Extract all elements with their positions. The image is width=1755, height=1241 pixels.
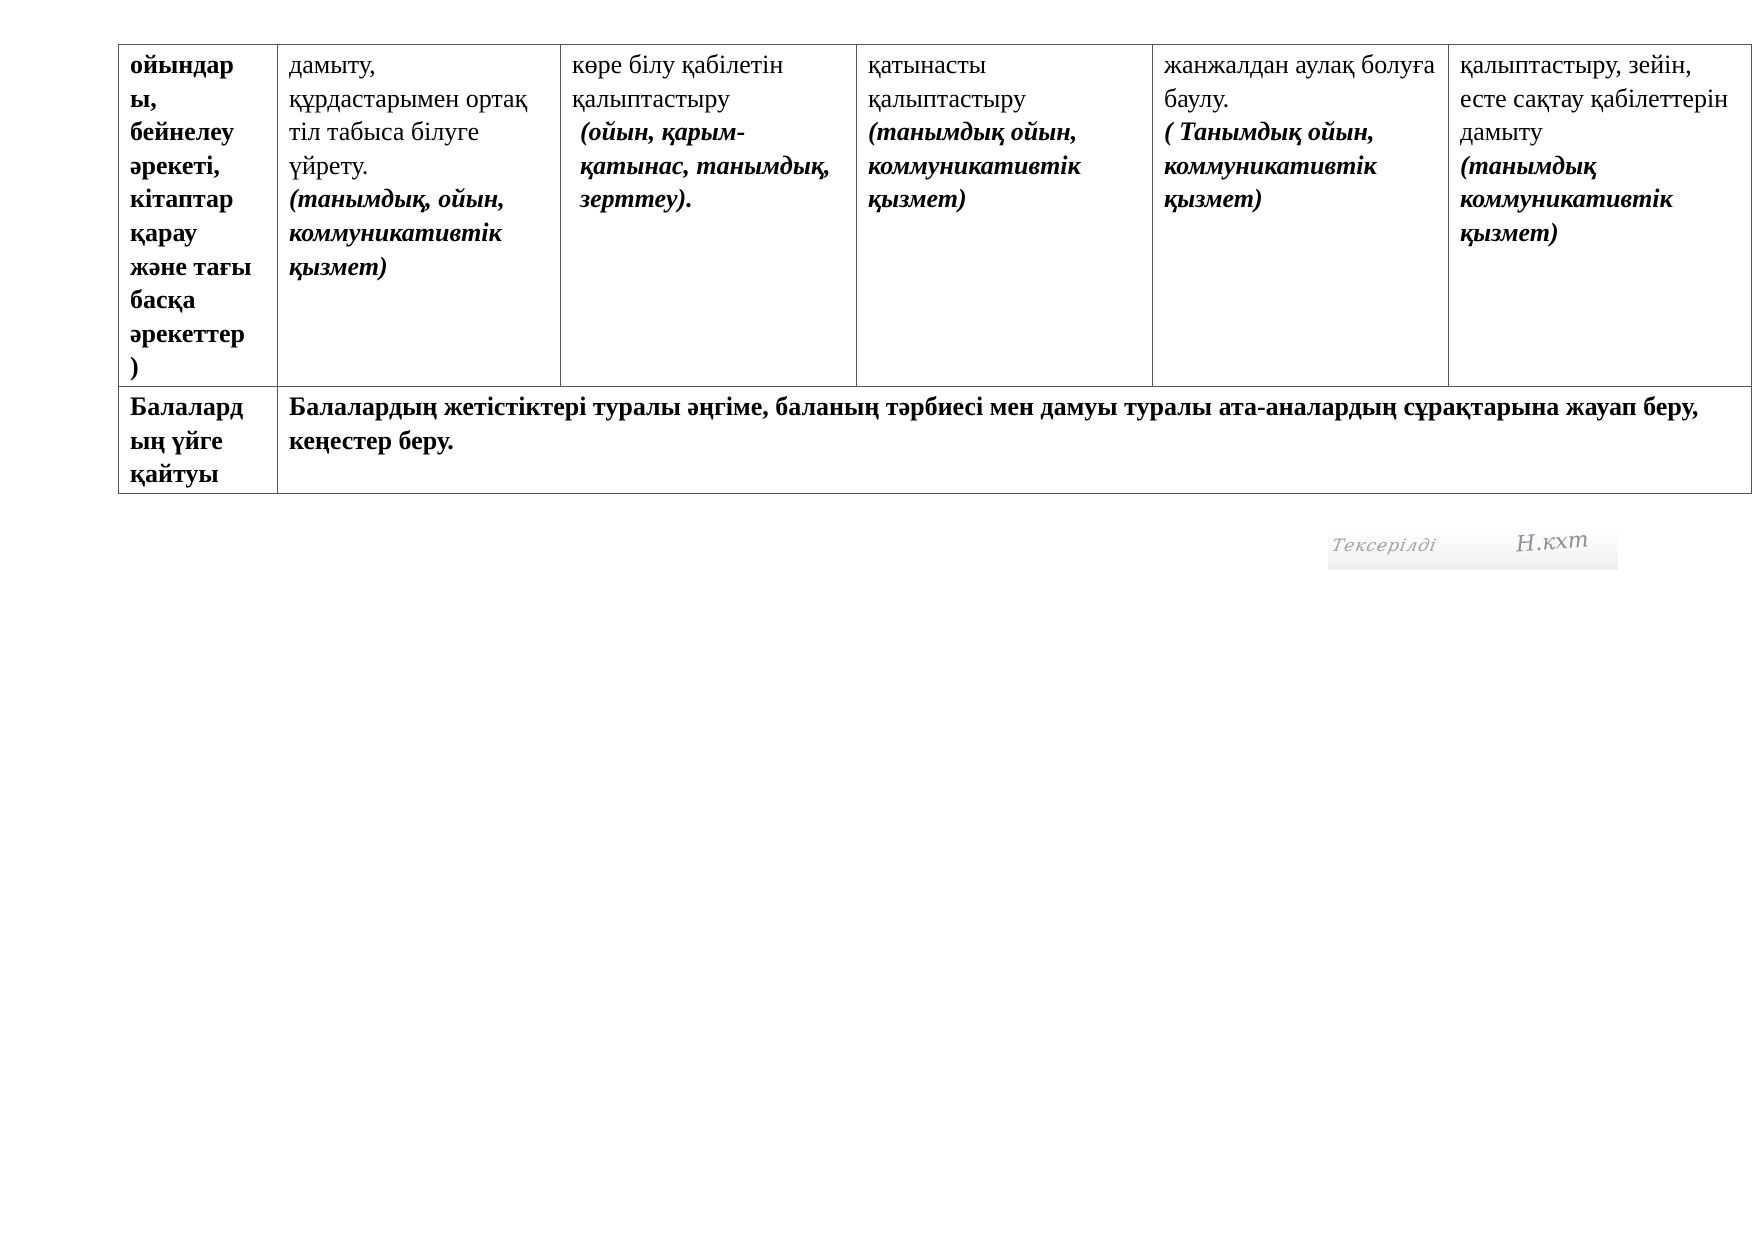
cell-text: жанжалдан аулақ болуға баулу. [1164,50,1436,113]
signature-word: Тексерілді [1329,536,1439,556]
day-cell-2 [561,45,857,387]
going-home-content: Балалардың жетістіктері туралы әңгіме, баланың тәрбиесі мен дамуы туралы ата-аналардың сұрақтарына жауап беру, кеңестер беру. [289,391,1699,455]
cell-text: қалыптастыру, зейін, есте сақтау қабілеттерін дамыту [1460,50,1729,147]
activity-label-line: ойындар [130,50,234,79]
cell-note: (ойын, қарым-қатынас, танымдық, зерттеу). [580,117,831,214]
activity-label-line: ы, [130,83,157,113]
cell-text: көре білу қабілетін қалыптастыру [572,50,784,113]
table-row [119,386,1752,493]
activity-label-line: және тағы [130,251,252,281]
day-cell-3 [857,45,1153,387]
activity-label-line: қарау [130,217,198,247]
activity-label-line: әрекеті, [130,150,220,180]
table-row [119,45,1752,387]
activity-label-line: бейнелеу [130,117,235,147]
day-cell-5 [1449,45,1752,387]
going-home-label-line: қайтуы [130,459,219,489]
cell-note: (танымдық, ойын, коммуникативтік қызмет) [289,184,505,281]
signature-initials: Н.кхт [1515,527,1590,558]
going-home-content-cell [278,386,1752,493]
going-home-label-cell [119,386,278,493]
cell-text: дамыту, құрдастарымен ортақ тіл табыса білуге үйрету. [289,50,528,180]
signature-image [1328,527,1618,570]
going-home-label-line: ың үйге [130,425,223,455]
activity-label-line: кітаптар [130,184,234,214]
going-home-label-line: Балалард [130,391,244,421]
cell-note: (танымдық коммуникативтік қызмет) [1460,150,1673,247]
activity-label-line: басқа [130,285,196,315]
cell-note: (танымдық ойын, коммуникативтік қызмет) [868,117,1081,214]
schedule-table [118,44,1752,494]
cell-text: қатынасты қалыптастыру [868,50,1027,113]
day-cell-1 [278,45,561,387]
activity-label-line: әрекеттер [130,318,245,348]
day-cell-4 [1153,45,1449,387]
cell-note: ( Танымдық ойын, коммуникативтік қызмет) [1164,117,1377,214]
activity-label-line: ) [130,352,139,382]
activity-label-cell [119,45,278,387]
